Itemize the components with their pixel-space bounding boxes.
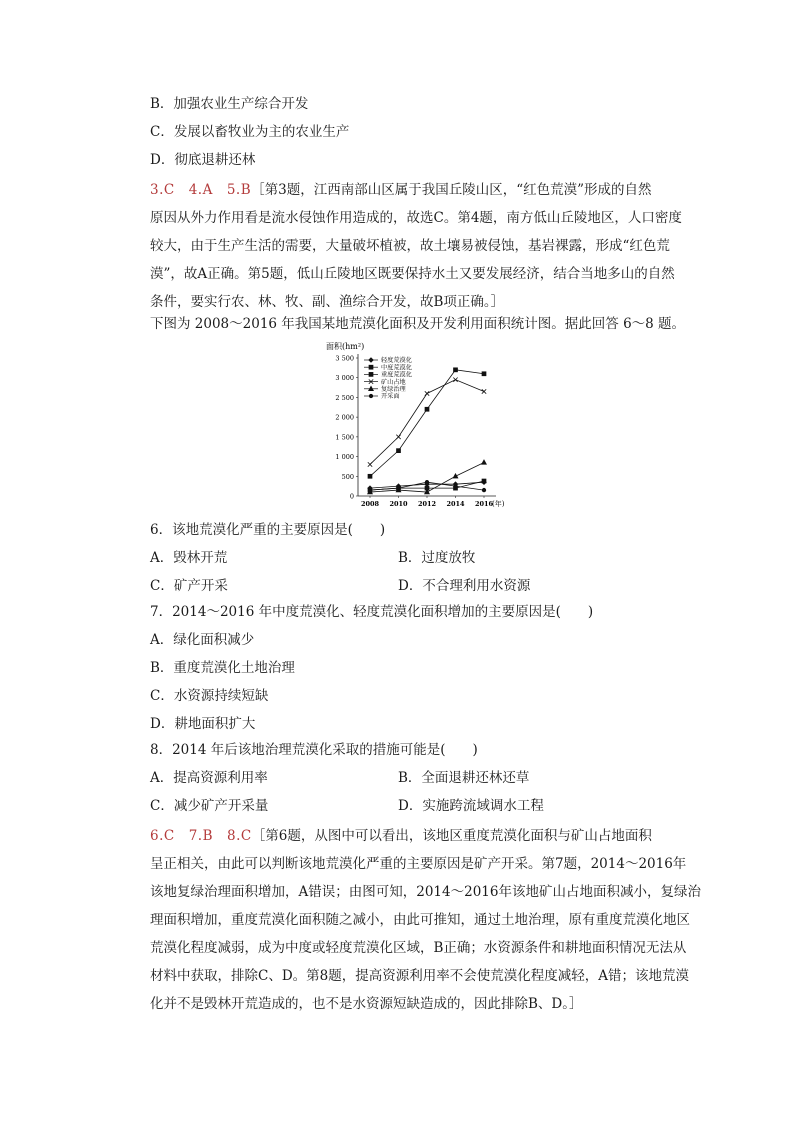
x-tick-label: 2008 [360, 500, 380, 508]
y-tick-label: 3 500 [335, 354, 354, 363]
option-c-q5: C．发展以畜牧业为主的农业生产 [150, 124, 350, 140]
y-tick-label: 3 000 [335, 374, 354, 383]
q8-option-b: B．全面退耕还林还草 [398, 770, 530, 786]
option-b-q5: B．加强农业生产综合开发 [150, 96, 309, 112]
legend-label: 复绿治理 [381, 386, 406, 393]
legend-label: 重度荒漠化 [381, 371, 412, 379]
legend-entry [364, 356, 412, 364]
legend-marker [369, 365, 373, 369]
data-point [454, 368, 458, 372]
data-point [425, 480, 429, 484]
q8-option-a: A．提高资源利用率 [150, 770, 268, 786]
answer-keys: 3.C 4.A 5.B [150, 182, 252, 198]
q6-option-d: D．不合理利用水资源 [398, 578, 531, 594]
data-point [396, 435, 400, 439]
question-6-stem: 6．该地荒漠化严重的主要原因是( ) [150, 522, 386, 538]
data-point [368, 488, 372, 492]
legend-entry [364, 385, 407, 393]
q6-option-b: B．过度放牧 [398, 550, 476, 566]
y-tick-label: 2 000 [335, 413, 354, 422]
legend-marker [369, 394, 373, 398]
answer-explanation-6-8: 6.C 7.B 8.C［第6题，从图中可以看出，该地区重度荒漠化面积与矿山占地面积 呈正相关，由此可以判断该地荒漠化严重的主要原因是矿产开采。第7题，2014～2016年 该地复绿治理面积增加，A错误；由图可知，2014～2016年该地矿山占地面积减小，复绿治 理面积增加，重度荒漠化面积随之减小，由此可推知，通过土地治理，原有重度荒漠化地区 荒漠化程度减弱，成为中度或轻度荒漠化区域，B正确；水资源条件和耕地面积情况无法从 材料中获取，排除C、D。第8题，提高资源利用率不会使荒漠化程度减轻，A错；该地荒漠 化并不是毁林开荒造成的，也不是水资源短缺造成的，因此排除B、D。］ [150, 828, 701, 1012]
chart-intro: 下图为 2008～2016 年我国某地荒漠化面积及开发利用面积统计图。据此回答 6～8 题。 [150, 316, 686, 332]
question-7-stem: 7．2014～2016 年中度荒漠化、轻度荒漠化面积增加的主要原因是( ) [150, 604, 594, 620]
option-d-q5: D．彻底退耕还林 [150, 152, 256, 168]
q7-option-d: D．耕地面积扩大 [150, 716, 256, 732]
data-point [454, 484, 458, 488]
y-tick-label: 500 [341, 472, 354, 481]
answer-explanation-3-5: 3.C 4.A 5.B［第3题，江西南部山区属于我国丘陵山区，“红色荒漠”形成的自然 原因从外力作用看是流水侵蚀作用造成的，故选C。第4题，南方低山丘陵地区，人口密度 较大，由于生产生活的需要，大量破坏植被，故土壤易被侵蚀，基岩裸露，形成“红色荒 漠”，故A正确。第5题，低山丘陵地区既要保持水土又要发展经济，结合当地多山的自然 条件，要实行农、林、牧、副、渔综合开发，故B项正确。］ [150, 182, 682, 310]
x-tick-label: 2010 [389, 500, 408, 508]
answer-keys-2: 6.C 7.B 8.C [150, 828, 252, 844]
legend-entry [364, 371, 412, 379]
legend-marker [369, 372, 373, 376]
q7-option-a: A．绿化面积减少 [150, 632, 255, 648]
legend-label: 矿山占地 [381, 378, 406, 386]
x-tick-label: 2012 [417, 500, 437, 508]
y-tick-label: 2 500 [335, 393, 354, 402]
legend-marker [369, 386, 374, 390]
x-tick-label: 2016 [474, 500, 494, 508]
q8-option-c: C．减少矿产开采量 [150, 798, 269, 814]
data-point [482, 372, 486, 376]
question-8-stem: 8．2014 年后该地治理荒漠化采取的措施可能是( ) [150, 742, 478, 758]
x-tick-label: 2014 [446, 500, 465, 508]
data-point [482, 389, 486, 393]
legend-entry [364, 378, 406, 386]
legend-entry [364, 392, 400, 400]
q6-option-c: C．矿产开采 [150, 578, 228, 594]
data-point [397, 449, 401, 453]
legend-label: 中度荒漠化 [381, 364, 412, 372]
x-axis-label: (年) [492, 500, 505, 508]
data-point [425, 407, 429, 411]
data-point [482, 460, 487, 464]
y-tick-label: 1 500 [335, 433, 354, 442]
legend-label: 轻度荒漠化 [381, 357, 412, 365]
q8-option-d: D．实施跨流域调水工程 [398, 798, 544, 814]
legend-entry [364, 363, 412, 371]
q6-option-a: A．毁林开荒 [150, 550, 228, 566]
y-tick-label: 0 [349, 492, 354, 501]
legend-marker [369, 358, 374, 363]
y-axis-label: 面积(hm²) [326, 342, 365, 351]
data-point [368, 462, 372, 466]
legend-label: 开采面 [381, 393, 400, 401]
data-point [397, 486, 401, 490]
data-point [482, 488, 486, 492]
line-chart [320, 340, 510, 512]
y-tick-label: 1 000 [335, 453, 354, 462]
data-point [425, 391, 429, 395]
q7-option-c: C．水资源持续短缺 [150, 688, 269, 704]
data-point [482, 479, 486, 483]
data-point [368, 474, 372, 478]
data-point [453, 377, 457, 381]
q7-option-b: B．重度荒漠化土地治理 [150, 660, 295, 676]
